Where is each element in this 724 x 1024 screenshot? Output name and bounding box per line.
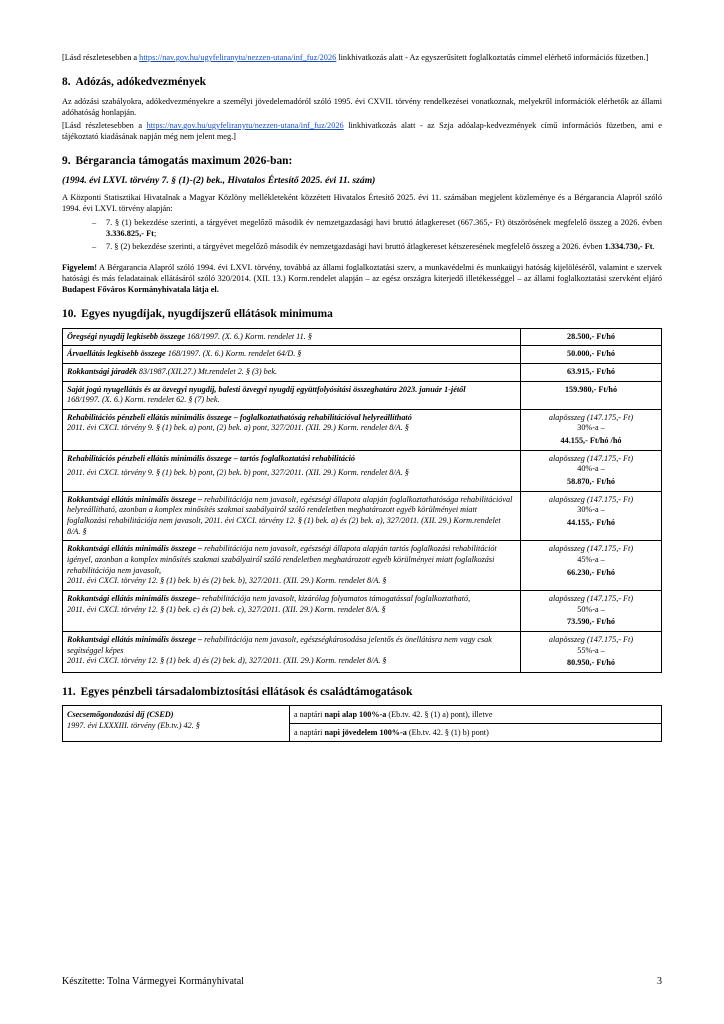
row-title: Csecsemőgondozási díj (CSED) [67, 710, 174, 720]
section-8-paragraph-1: Az adózási szabályokra, adókedvezményekre a személyi jövedelemadóról szóló 1995. évi CXVII. törvény rendelkezései vonatkoznak, melyekről információk elérhetők az állami adóhatóság honlapján. [62, 96, 662, 117]
table-cell-description [63, 631, 521, 672]
page-footer [62, 975, 662, 989]
list-item-amount: 3.336.825,- Ft [106, 229, 154, 239]
page-number: 3 [657, 975, 662, 987]
row-title: Rokkantsági járadék [67, 366, 137, 376]
list-item-tail: . [652, 242, 655, 252]
section-8-p2-pre: [Lásd részletesebben a [62, 120, 147, 130]
table-cell-amount [521, 591, 662, 632]
table-row [63, 409, 662, 450]
row-title: Rokkantsági ellátás minimális összege – [67, 494, 203, 504]
row-title: Árvaellátás legkisebb összege [67, 349, 166, 359]
table-row [63, 541, 662, 591]
base-amount: alapösszeg (147.175,- Ft) [548, 544, 634, 554]
row-reference: 168/1997. (X. 6.) Korm. rendelet 62. § (7) bek. [67, 395, 220, 405]
percentage: 50%-a – [577, 604, 605, 614]
table-cell-amount: 63.915,- Ft/hó [521, 363, 662, 381]
row-reference: 2011. évi CXCI. törvény 12. § (1) bek. b) és (2) bek. b), 327/2011. (XII. 29.) Korm. rendelet 8/A. § [67, 576, 387, 586]
footer-author: Készítette: Tolna Vármegyei Kormányhivatal [62, 975, 244, 987]
table-cell-description [63, 706, 290, 742]
row-reference: 2011. évi CXCI. törvény 12. § (1) bek. a) és (2) bek. a), 327/2011. (XII. 29.) Korm.rendelet 8/A. § [67, 516, 501, 536]
amount-value: 73.590,- Ft/hó [567, 617, 615, 627]
section-11-number: 11. [62, 685, 76, 698]
social-benefits-table [62, 705, 662, 742]
table-cell-amount [521, 631, 662, 672]
section-9-paragraph-1: A Központi Statisztikai Hivatalnak a Magyar Közlöny mellékleteként közzétett Hivatalos Értesítő 2025. évi 11. számában megjelent közleménye és a Bérgarancia Alapról szóló 1994. évi LXVI. törvény alapján: [62, 192, 662, 213]
table-row [63, 381, 662, 409]
table-cell-amount: 50.000,- Ft/hó [521, 346, 662, 364]
list-item-tail: ; [153, 229, 157, 239]
section-8-p2-post: linkhivatkozás alatt - az Szja adóalap-kedvezmények című információs füzetben, ami e tájékoztató kiadásának napján még nem jelent meg.] [62, 120, 662, 142]
table-cell-amount: 28.500,- Ft/hó [521, 328, 662, 346]
intro-paragraph [62, 52, 662, 63]
row-title: Rehabilitációs pénzbeli ellátás minimális összege – tartós foglalkoztatási rehabilitáció [67, 453, 355, 463]
list-item [106, 241, 662, 252]
section-9-subtitle: (1994. évi LXVI. törvény 7. § (1)-(2) bek., Hivatalos Értesítő 2025. évi 11. szám) [62, 174, 376, 186]
section-10-heading [62, 307, 662, 322]
row-reference: 83/1987.(XII.27.) Mt.rendelet 2. § (3) bek. [136, 366, 278, 376]
table-cell-amount [521, 541, 662, 591]
row-title: Rokkantsági ellátás minimális összege– [67, 594, 201, 604]
base-amount: alapösszeg (147.175,- Ft) [548, 453, 634, 463]
table-cell-value [290, 706, 662, 724]
table-cell-description [63, 381, 521, 409]
pension-minimums-table [62, 328, 662, 673]
base-amount: alapösszeg (147.175,- Ft) [548, 412, 634, 422]
row-reference: 2011. évi CXCI. törvény 12. § (1) bek. c) és (2) bek. c), 327/2011. (XII. 29.) Korm. rendelet 8/A. § [67, 604, 386, 614]
percentage: 55%-a – [577, 645, 605, 655]
row-detail: rehabilitációja nem javasolt, egészségkárosodása jelentős és önellátásra nem vagy csak segítséggel képes [67, 634, 492, 655]
table-cell-amount [521, 409, 662, 450]
value-pre: a naptári [294, 728, 325, 738]
section-8-title: Adózás, adókedvezmények [75, 76, 206, 89]
amount-value: 44.155,- Ft/hó /hó [560, 436, 622, 446]
row-reference: 2011. évi CXCI. törvény 12. § (1) bek. d) és (2) bek. d), 327/2011. (XII. 29.) Korm. rendelet 8/A. § [67, 656, 387, 666]
table-row [63, 591, 662, 632]
row-title: Rehabilitációs pénzbeli ellátás minimális összege – foglalkoztathatóság rehabilitációval helyreállítható [67, 412, 412, 422]
section-8-heading [62, 75, 662, 90]
table-cell-description [63, 491, 521, 541]
section-9-list [62, 217, 662, 253]
list-item-amount: 1.334.730,- Ft [604, 242, 653, 252]
percentage: 30%-a – [577, 505, 605, 515]
row-title: Saját jogú nyugellátás és az özvegyi nyugdíj, balesti özvegyi nyugdíj együttfolyósítási összeghatára 2023. január 1-jétől [67, 384, 466, 394]
note-label: Figyelem! [62, 262, 98, 272]
row-detail: rehabilitációja nem javasolt, kizárólag folyamatos támogatással foglalkoztatható, [200, 594, 471, 604]
value-post: (Eb.tv. 42. § (1) a) pont), illetve [386, 710, 493, 720]
amount-value: 66.230,- Ft/hó [567, 567, 615, 577]
table-cell-description [63, 450, 521, 491]
section-10-title: Egyes nyugdíjak, nyugdíjszerű ellátások minimuma [81, 308, 333, 321]
row-reference: 1997. évi LXXXIII. törvény (Eb.tv.) 42. § [67, 721, 200, 731]
section-9-number: 9. [62, 155, 71, 168]
table-row [63, 328, 662, 346]
table-cell-description [63, 409, 521, 450]
table-cell-description [63, 541, 521, 591]
percentage: 40%-a – [577, 464, 605, 474]
section-10-number: 10. [62, 308, 77, 321]
percentage: 45%-a – [577, 555, 605, 565]
row-reference: 2011. évi CXCI. törvény 9. § (1) bek. a) pont, (2) bek. a) pont, 327/2011. (XII. 29.) Korm. rendelet 8/A. § [67, 423, 409, 433]
row-title: Rokkantsági ellátás minimális összege – [67, 634, 203, 644]
percentage: 30%-a – [577, 423, 605, 433]
section-9-heading [62, 154, 662, 169]
base-amount: alapösszeg (147.175,- Ft) [548, 594, 634, 604]
amount-value: 44.155,- Ft/hó [567, 518, 615, 528]
section-11-title: Egyes pénzbeli társadalombiztosítási ellátások és családtámogatások [80, 685, 413, 698]
row-title: Öregségi nyugdíj legkisebb összege [67, 331, 186, 341]
value-highlight: napi alap 100%-a [324, 710, 387, 720]
table-row [63, 491, 662, 541]
list-item-text: 7. § (2) bekezdése szerinti, a tárgyévet megelőző második év nemzetgazdasági havi bruttó átlagkereset kétszeresének megfelelő összeg a 2026. évben [106, 242, 605, 252]
table-cell-amount [521, 450, 662, 491]
table-row [63, 363, 662, 381]
table-row [63, 346, 662, 364]
section-11-heading [62, 685, 662, 700]
row-reference: 168/1997. (X. 6.) Korm. rendelet 64/D. § [165, 349, 302, 359]
intro-post: linkhivatkozás alatt - Az egyszerűsített foglalkoztatás címmel elérhető információs füzetben.] [336, 53, 649, 62]
row-reference: 2011. évi CXCI. törvény 9. § (1) bek. b) pont, (2) bek. b) pont, 327/2011. (XII. 29.) Korm. rendelet 8/A. § [67, 468, 409, 478]
table-row [63, 450, 662, 491]
table-row [63, 631, 662, 672]
row-detail: rehabilitációja nem javasolt, egészségi állapota alapján tartós foglalkozási rehabilitációt igényel, azonban a komplex minősítés szakmai szabályairól szóló rendeletben meghatározott egyéb körülményei miatt foglalkozási rehabilitációja nem javasolt, [67, 544, 497, 575]
amount-value: 80.950,- Ft/hó [567, 658, 615, 668]
table-cell-amount [521, 491, 662, 541]
section-8-paragraph-2 [62, 120, 662, 142]
table-cell-description [63, 591, 521, 632]
table-cell-description [63, 346, 521, 364]
table-cell-value [290, 724, 662, 742]
table-cell-description [63, 328, 521, 346]
section-9-note [62, 262, 662, 296]
note-text: A Bérgarancia Alapról szóló 1994. évi LXVI. törvény, továbbá az állami foglalkoztatási szerv, a munkavédelmi és munkaügyi hatóság kijelöléséről, valamint e szervek hatósági és más feladatainak ellátásáról szóló 320/2014. (XII. 13.) Korm.rendelet alapján – az egész országra kiterjedő illetékességgel – az állami foglalkoztatási szervként eljáró [62, 262, 662, 283]
base-amount: alapösszeg (147.175,- Ft) [548, 634, 634, 644]
amount-value: 58.870,- Ft/hó [567, 477, 615, 487]
section-8-number: 8. [62, 76, 71, 89]
list-item-text: 7. § (1) bekezdése szerinti, a tárgyévet megelőző második év nemzetgazdasági havi bruttó átlagkereset (667.365,- Ft) ötszörösének megfelelő összeg a 2026. évben [106, 218, 662, 228]
nav-link-2[interactable]: https://nav.gov.hu/ugyfeliranytu/nezzen-utana/inf_fuz/2026 [146, 120, 344, 130]
row-detail: rehabilitációja nem javasolt, egészségi állapota alapján foglalkoztathatósága rehabilitációval helyreállítható, azonban a komplex minősítés szakmai szabályairól szóló rendeletben meghatározott egyéb körülményei miatt foglalkozási rehabilitációja nem javasolt, [67, 494, 513, 526]
section-9-title: Bérgarancia támogatás maximum 2026-ban: [75, 155, 293, 168]
value-pre: a naptári [294, 710, 325, 720]
note-tail: Budapest Főváros Kormányhivatala látja el. [62, 284, 219, 294]
nav-link-1[interactable]: https://nav.gov.hu/ugyfeliranytu/nezzen-utana/inf_fuz/2026 [139, 53, 337, 62]
value-post: (Eb.tv. 42. § (1) b) pont) [406, 728, 489, 738]
intro-pre: [Lásd részletesebben a [62, 53, 140, 62]
table-cell-amount: 159.980,- Ft/hó [521, 381, 662, 409]
base-amount: alapösszeg (147.175,- Ft) [548, 494, 634, 504]
value-highlight: napi jövedelem 100%-a [324, 728, 407, 738]
row-reference: 168/1997. (X. 6.) Korm. rendelet 11. § [185, 331, 312, 341]
table-cell-description [63, 363, 521, 381]
table-row [63, 706, 662, 724]
row-title: Rokkantsági ellátás minimális összege – [67, 544, 203, 554]
list-item [106, 217, 662, 239]
